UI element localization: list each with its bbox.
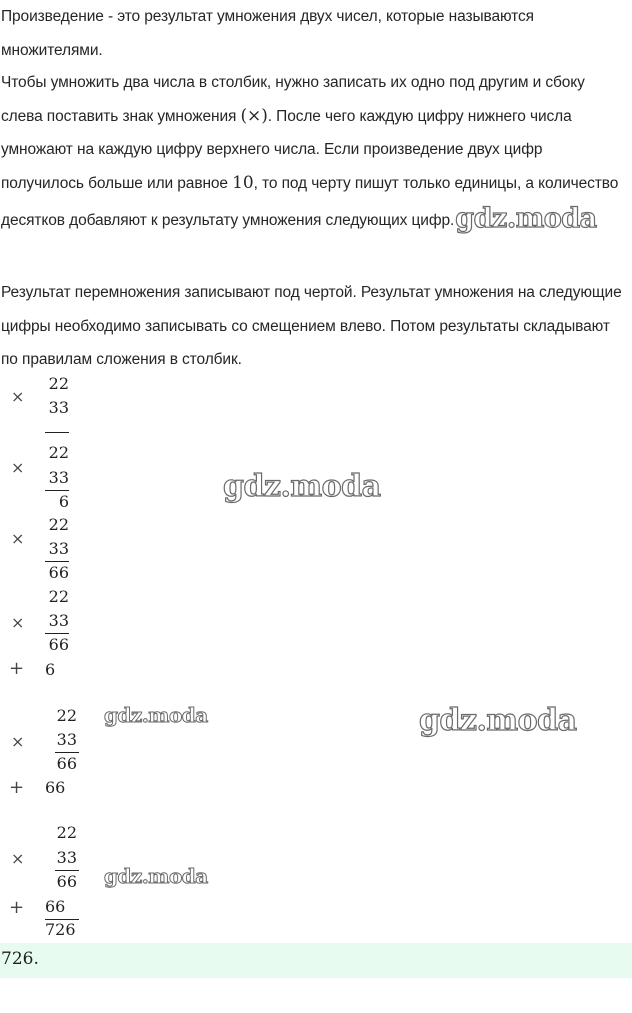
partial-product: 6	[58, 492, 69, 511]
final-product: 726	[45, 920, 76, 939]
times-sign: ×	[11, 732, 25, 751]
answer-box	[0, 943, 632, 978]
times-sign: ×	[11, 849, 25, 868]
multiplicand: 22	[48, 587, 69, 606]
multiplier: 33	[48, 611, 69, 630]
watermark-logo: gdz.moda	[104, 703, 208, 727]
multiplier: 33	[48, 468, 69, 487]
partial-product: 66	[56, 872, 77, 891]
partial-product-shifted: 66	[45, 778, 66, 797]
partial-product-shifted: 6	[45, 660, 56, 679]
multiplicand: 22	[48, 515, 69, 534]
times-sign: ×	[11, 613, 25, 632]
multiplicand: 22	[48, 443, 69, 462]
number-ten: 10	[232, 172, 254, 193]
times-sign: ×	[11, 529, 25, 548]
multiplier: 33	[48, 539, 69, 558]
plus-sign: +	[9, 897, 25, 918]
watermark-logo: gdz.moda	[104, 864, 208, 888]
result-line	[45, 432, 69, 433]
paragraph-method-part3: , то под черту пишут только единицы, а количество десятков добавляют к результату умножения следующих цифр.	[1, 174, 619, 229]
paragraph-method-part2: . После чего каждую цифру нижнего числа умножают на каждую цифру верхнего числа. Если произведение двух цифр получилось больше или равное	[1, 107, 572, 192]
result-line	[45, 633, 69, 634]
partial-product: 66	[48, 635, 69, 654]
times-symbol-inline: (×)	[240, 105, 268, 126]
watermark-logo: gdz.moda	[455, 203, 597, 234]
result-line	[55, 870, 79, 871]
paragraph-method	[1, 66, 627, 238]
multiplicand: 22	[48, 374, 69, 393]
watermark-logo: gdz.moda	[419, 703, 577, 738]
multiplicand: 22	[56, 823, 77, 842]
paragraph-definition: Произведение - это результат умножения двух чисел, которые называются множителями.	[1, 8, 534, 59]
result-line	[55, 752, 79, 753]
paragraph-result: Результат перемножения записывают под чертой. Результат умножения на следующие цифры необходимо записывать со смещением влево. Потом результаты складывают по правилам сложения в столбик.	[1, 284, 622, 368]
result-line	[45, 490, 69, 491]
partial-product-shifted: 66	[45, 897, 66, 916]
result-line	[45, 561, 69, 562]
partial-product: 66	[56, 754, 77, 773]
answer-value: 726.	[1, 949, 39, 969]
plus-sign: +	[9, 777, 25, 798]
times-sign: ×	[11, 458, 25, 477]
partial-product: 66	[48, 563, 69, 582]
multiplier: 33	[48, 398, 69, 417]
multiplier: 33	[56, 730, 77, 749]
paragraph-method-part1: Чтобы умножить два числа в столбик, нужно записать их одно под другим и сбоку слева поставить знак умножения	[1, 74, 585, 125]
multiplier: 33	[56, 848, 77, 867]
times-sign: ×	[11, 387, 25, 406]
plus-sign: +	[9, 658, 25, 679]
multiplicand: 22	[56, 706, 77, 725]
watermark-logo: gdz.moda	[223, 469, 381, 504]
